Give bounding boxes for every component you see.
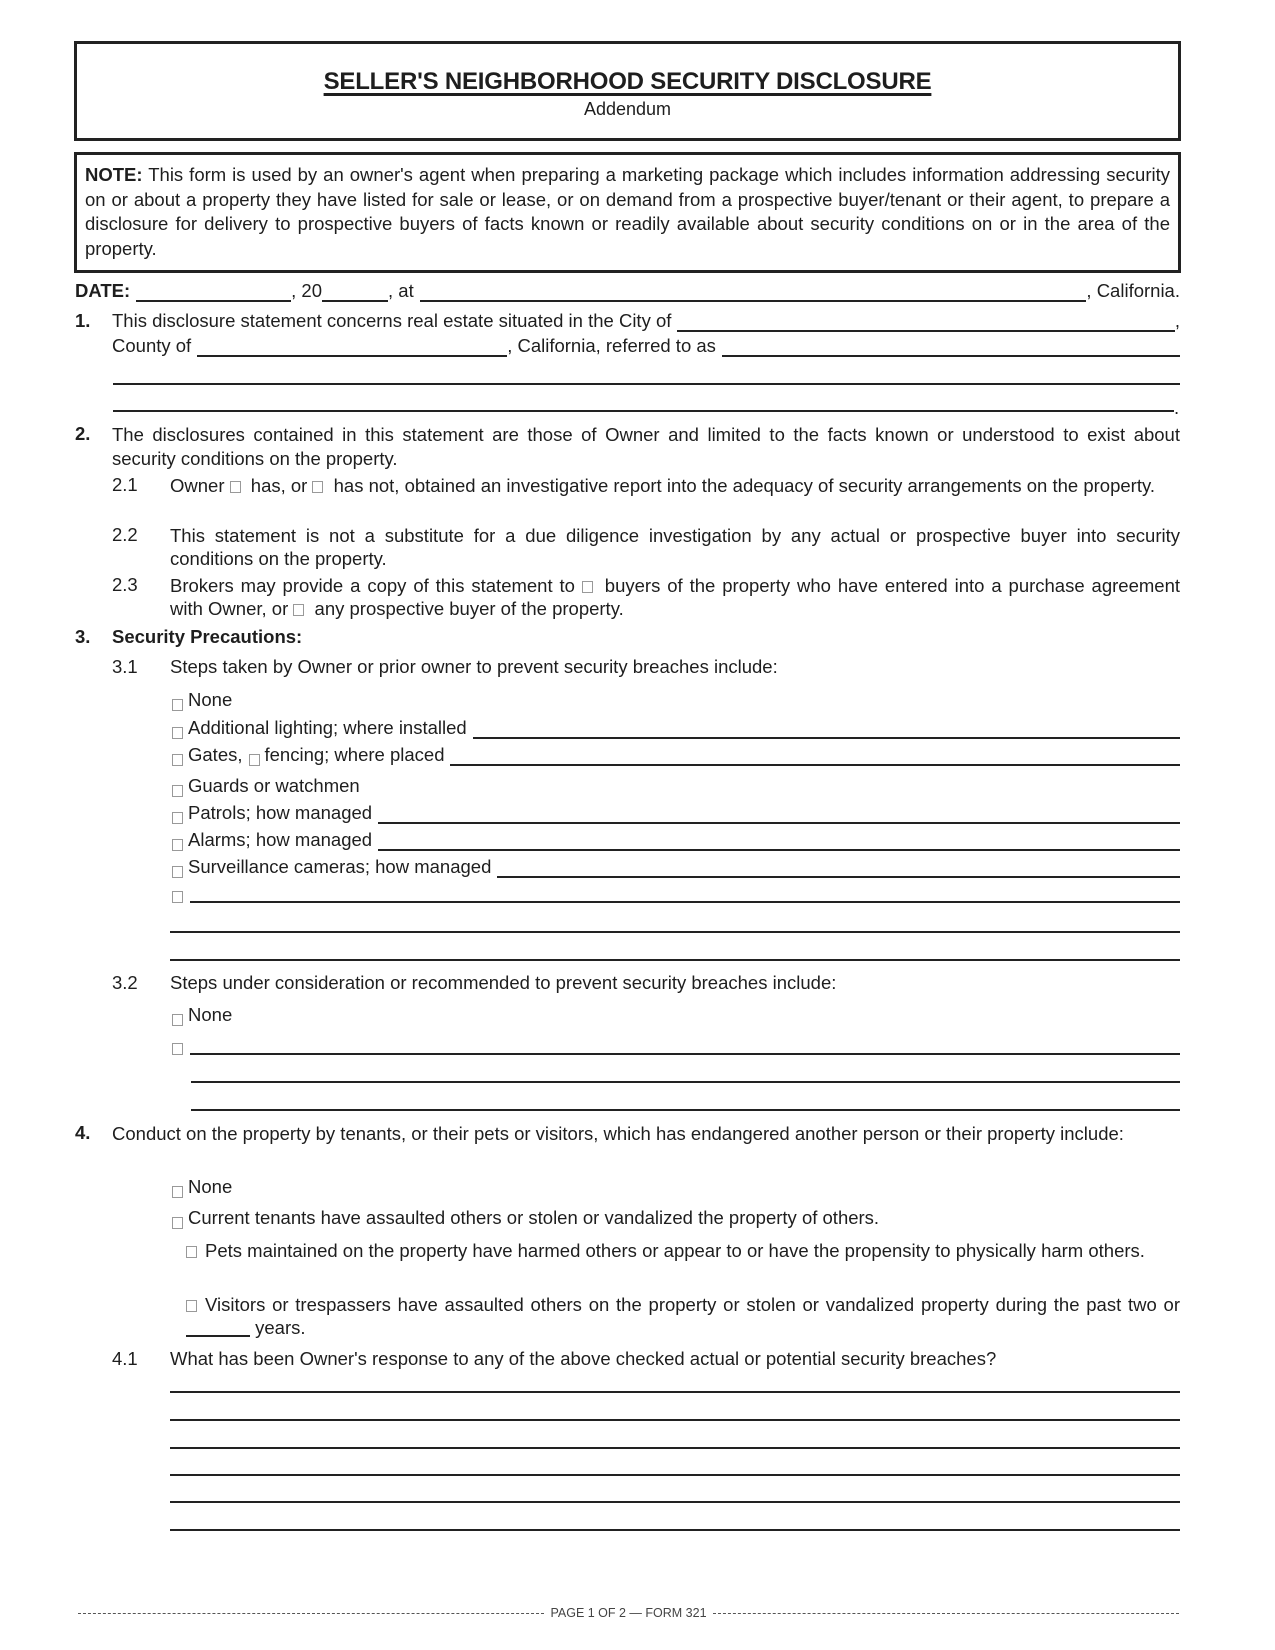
date-field[interactable] xyxy=(136,282,291,302)
precaution-alarms xyxy=(172,829,1180,851)
conduct-none-checkbox[interactable] xyxy=(172,1186,183,1198)
date-row xyxy=(75,280,1180,302)
precaution-line-2[interactable] xyxy=(170,959,1180,961)
county-label: County of xyxy=(112,335,192,356)
response-line-1[interactable] xyxy=(170,1391,1180,1393)
precaution-none xyxy=(172,689,1180,711)
city-field[interactable] xyxy=(677,312,1174,332)
precaution-guards-label: Guards or watchmen xyxy=(188,775,360,796)
precaution-none-label: None xyxy=(188,689,233,710)
california-label: , California. xyxy=(1086,280,1180,301)
section-2-1-a: Owner xyxy=(170,475,230,496)
precaution-patrols xyxy=(172,802,1180,824)
city-comma: , xyxy=(1174,310,1180,331)
section-2-number: 2. xyxy=(75,423,91,444)
precaution-cameras-label: Surveillance cameras; how managed xyxy=(188,856,492,877)
has-not-checkbox[interactable] xyxy=(312,481,323,493)
section-4-number: 4. xyxy=(75,1122,91,1143)
section-1-row-a xyxy=(112,310,1180,332)
precaution-other xyxy=(172,883,1180,903)
note-box xyxy=(74,152,1181,273)
response-line-2[interactable] xyxy=(170,1419,1180,1421)
section-2-3-text xyxy=(170,574,1180,620)
gates-checkbox[interactable] xyxy=(172,754,183,766)
section-2-3-number: 2.3 xyxy=(112,574,138,595)
lighting-checkbox[interactable] xyxy=(172,727,183,739)
buyers-under-contract-checkbox[interactable] xyxy=(582,581,593,593)
conduct-pets xyxy=(186,1239,1180,1262)
conduct-visitors-label: Visitors or trespassers have assaulted others on the property or stolen or vandalized property during the past two or xyxy=(205,1294,1180,1315)
section-2-1-text xyxy=(170,474,1180,497)
section-2-text: The disclosures contained in this statement are those of Owner and limited to the facts known or understood to exist about security conditions on the property. xyxy=(112,424,1180,469)
section-4-1-text: What has been Owner's response to any of the above checked actual or potential security breaches? xyxy=(170,1348,997,1369)
section-4-1-number: 4.1 xyxy=(112,1348,138,1369)
cameras-field[interactable] xyxy=(497,858,1180,878)
footer-text: PAGE 1 OF 2 — FORM 321 xyxy=(550,1606,707,1620)
section-3-1-text: Steps taken by Owner or prior owner to prevent security breaches include: xyxy=(170,656,778,677)
section-1-row-b xyxy=(112,335,1180,357)
conduct-none xyxy=(172,1176,1180,1198)
recommended-line-2[interactable] xyxy=(191,1109,1180,1111)
recommended-none-checkbox[interactable] xyxy=(172,1014,183,1026)
property-period: . xyxy=(1174,397,1180,418)
section-3-heading: Security Precautions: xyxy=(112,626,303,647)
footer-divider-left xyxy=(78,1613,544,1614)
property-line-2[interactable] xyxy=(113,410,1174,412)
response-line-5[interactable] xyxy=(170,1501,1180,1503)
has-checkbox[interactable] xyxy=(230,481,241,493)
years-field[interactable] xyxy=(186,1319,250,1337)
place-field[interactable] xyxy=(420,282,1087,302)
patrols-checkbox[interactable] xyxy=(172,812,183,824)
other-precaution-field[interactable] xyxy=(190,883,1180,903)
precaution-guards xyxy=(172,775,1180,797)
property-line-1[interactable] xyxy=(113,383,1180,385)
fencing-checkbox[interactable] xyxy=(249,754,260,766)
note-text xyxy=(85,163,1170,261)
section-2-1-c: has not, obtained an investigative report into the adequacy of security arrangements on the property. xyxy=(328,475,1155,496)
precaution-lighting-label: Additional lighting; where installed xyxy=(188,717,467,738)
precaution-fencing-label: fencing; where placed xyxy=(264,744,445,765)
section-1-text-a: This disclosure statement concerns real estate situated in the City of xyxy=(112,310,672,331)
section-3-1-number: 3.1 xyxy=(112,656,138,677)
response-line-3[interactable] xyxy=(170,1447,1180,1449)
page-footer xyxy=(72,1606,1185,1620)
patrols-field[interactable] xyxy=(378,804,1180,824)
date-label: DATE: xyxy=(75,280,131,301)
recommended-none-label: None xyxy=(188,1004,233,1025)
section-3-2-text: Steps under consideration or recommended to prevent security breaches include: xyxy=(170,972,837,993)
footer-divider-right xyxy=(713,1613,1179,1614)
section-2-1-number: 2.1 xyxy=(112,474,138,495)
response-line-6[interactable] xyxy=(170,1529,1180,1531)
recommended-other-checkbox[interactable] xyxy=(172,1043,183,1055)
recommended-line-1[interactable] xyxy=(191,1081,1180,1083)
precaution-gates xyxy=(172,744,1180,766)
other-precaution-checkbox[interactable] xyxy=(172,891,183,903)
recommended-other xyxy=(172,1035,1180,1055)
alarms-field[interactable] xyxy=(378,831,1180,851)
form-subtitle: Addendum xyxy=(583,99,672,119)
precaution-line-1[interactable] xyxy=(170,931,1180,933)
response-line-4[interactable] xyxy=(170,1474,1180,1476)
cameras-checkbox[interactable] xyxy=(172,866,183,878)
visitors-checkbox[interactable] xyxy=(186,1300,197,1312)
recommended-other-field[interactable] xyxy=(190,1035,1180,1055)
years-label: years. xyxy=(255,1317,306,1338)
conduct-tenants xyxy=(172,1207,1180,1229)
none-checkbox[interactable] xyxy=(172,699,183,711)
conduct-visitors xyxy=(186,1293,1180,1339)
lighting-field[interactable] xyxy=(473,719,1180,739)
note-body: This form is used by an owner's agent when preparing a marketing package which includes information addressing security on or about a property they have listed for sale or lease, or on demand from a prospective buyer/tenant or their agent, to prepare a disclosure for delivery to prospective buyers of facts known or readily available about security conditions on or in the area of the property. xyxy=(85,164,1170,259)
precaution-gates-label: Gates, xyxy=(188,744,243,765)
conduct-none-label: None xyxy=(188,1176,233,1197)
tenants-checkbox[interactable] xyxy=(172,1217,183,1229)
section-2-3-b: buyers of the property who have entered into a purchase agreement with Owner, or xyxy=(170,575,1181,619)
gates-fencing-field[interactable] xyxy=(450,746,1180,766)
section-3-number: 3. xyxy=(75,626,91,647)
at-label: , at xyxy=(388,280,414,301)
section-2-3-c: any prospective buyer of the property. xyxy=(309,598,624,619)
conduct-tenants-label: Current tenants have assaulted others or stolen or vandalized the property of others. xyxy=(188,1207,880,1228)
section-2-1-b: has, or xyxy=(245,475,313,496)
precaution-cameras xyxy=(172,856,1180,878)
section-2-2-number: 2.2 xyxy=(112,524,138,545)
year-field[interactable] xyxy=(322,282,388,302)
section-2-3-a: Brokers may provide a copy of this statement to xyxy=(170,575,582,596)
year-prefix: , 20 xyxy=(291,280,323,301)
referred-field[interactable] xyxy=(722,337,1180,357)
note-label: NOTE: xyxy=(85,164,143,185)
section-1-number: 1. xyxy=(75,310,91,331)
pets-checkbox[interactable] xyxy=(186,1246,197,1258)
conduct-pets-label: Pets maintained on the property have harmed others or appear to or have the propensity to physically harm others. xyxy=(205,1240,1145,1261)
precaution-alarms-label: Alarms; how managed xyxy=(188,829,373,850)
section-1-text-b: , California, referred to as xyxy=(507,335,716,356)
section-2-2-text: This statement is not a substitute for a due diligence investigation by any actual or prospective buyer into security conditions on the property. xyxy=(170,525,1180,569)
alarms-checkbox[interactable] xyxy=(172,839,183,851)
guards-checkbox[interactable] xyxy=(172,785,183,797)
header-box xyxy=(74,41,1181,141)
section-4-text: Conduct on the property by tenants, or their pets or visitors, which has endangered another person or their property include: xyxy=(112,1123,1124,1144)
county-field[interactable] xyxy=(197,337,507,357)
recommended-none xyxy=(172,1004,1180,1026)
form-title: SELLER'S NEIGHBORHOOD SECURITY DISCLOSURE xyxy=(323,68,932,95)
section-3-2-number: 3.2 xyxy=(112,972,138,993)
any-prospective-buyer-checkbox[interactable] xyxy=(293,604,304,616)
precaution-lighting xyxy=(172,717,1180,739)
precaution-patrols-label: Patrols; how managed xyxy=(188,802,373,823)
